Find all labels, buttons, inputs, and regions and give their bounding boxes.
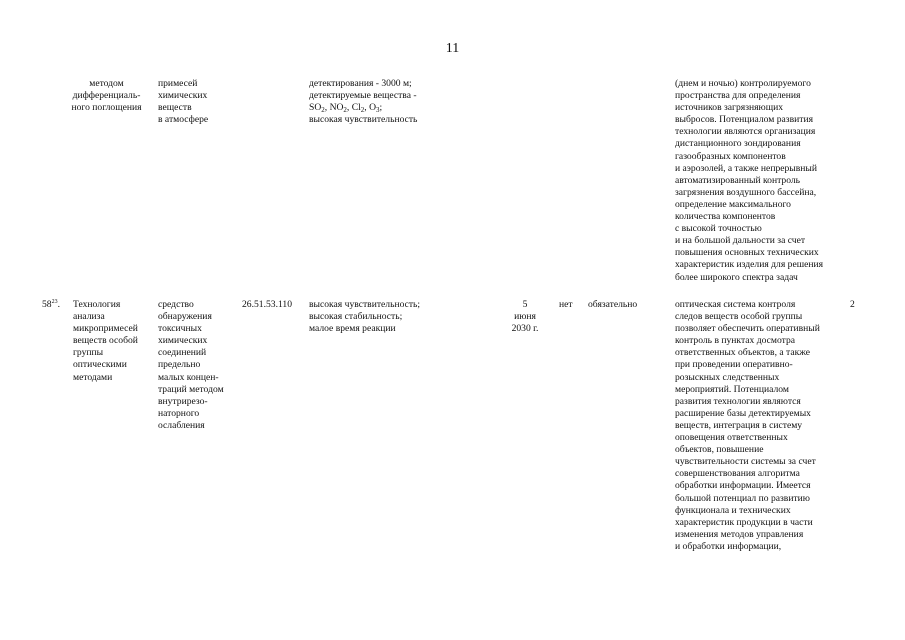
characteristic-line: высокая чувствительность; <box>309 299 421 310</box>
purpose-line: предельно <box>158 359 201 371</box>
gases-line <box>309 102 459 114</box>
description-line: и на большой дальности за счет <box>675 235 806 247</box>
purpose-line: внутрирезо- <box>158 395 208 407</box>
text-line: методом <box>89 78 124 89</box>
description-line: позволяет обеспечить оперативный <box>675 323 820 335</box>
purpose-line: траций методом <box>158 383 224 395</box>
description-line: пространства для определения <box>675 90 801 102</box>
description-line: дистанционного зондирования <box>675 138 801 150</box>
description-line: большой потенциал по развитию <box>675 492 810 504</box>
date-line: июня <box>514 311 536 323</box>
flag-cell: нет <box>559 299 573 310</box>
continued-characteristics-cell <box>309 78 459 126</box>
technology-name-cell <box>73 299 153 384</box>
continued-description-cell <box>675 78 855 284</box>
continued-purpose-cell <box>158 78 238 126</box>
text-line: в атмосфере <box>158 114 209 126</box>
gas-formula: $Cl_2$, <box>351 102 370 115</box>
description-line: следов веществ особой группы <box>675 311 803 323</box>
gas-formula: $O_3$; <box>369 102 383 115</box>
deadline-date-cell <box>505 299 545 335</box>
technology-line: оптическими <box>73 359 127 371</box>
description-line: обработки информации. Имеется <box>675 480 811 492</box>
technology-line: группы <box>73 347 104 359</box>
description-line: при проведении оперативно- <box>675 359 793 371</box>
date-line: 5 <box>522 299 528 310</box>
description-line: совершенствования алгоритма <box>675 468 800 480</box>
description-cell <box>675 299 855 553</box>
text-line: дифференциаль- <box>72 90 141 102</box>
last-column-value: 2 <box>850 299 855 310</box>
requirement-cell: обязательно <box>588 299 638 310</box>
description-line: автоматизированный контроль <box>675 174 801 186</box>
description-line: определение максимального <box>675 198 791 210</box>
purpose-cell <box>158 299 238 432</box>
description-line: выбросов. Потенциалом развития <box>675 114 813 126</box>
description-line: оптическая система контроля <box>675 299 796 310</box>
description-line: мероприятий. Потенциалом <box>675 383 789 395</box>
description-line: (днем и ночью) контролируемого <box>675 78 811 89</box>
purpose-line: малых концен- <box>158 371 219 383</box>
characteristic-line: малое время реакции <box>309 323 396 335</box>
characteristic-line: высокая стабильность; <box>309 311 403 323</box>
description-line: повышения основных технических <box>675 247 819 259</box>
description-line: газообразных компонентов <box>675 150 786 162</box>
description-line: расширение базы детектируемых <box>675 407 811 419</box>
description-line: и обработки информации, <box>675 540 782 552</box>
description-line: развития технологии являются <box>675 395 801 407</box>
characteristics-cell <box>309 299 459 335</box>
technology-line: методами <box>73 371 113 383</box>
gas-formula: $NO_2$, <box>329 102 352 115</box>
description-line: и аэрозолей, а также непрерывный <box>675 162 817 174</box>
description-line: количества компонентов <box>675 211 776 223</box>
technology-line: Технология <box>73 299 121 310</box>
purpose-line: токсичных <box>158 323 202 335</box>
technology-line: анализа <box>73 311 105 323</box>
purpose-line: обнаружения <box>158 311 212 323</box>
technology-line: веществ особой <box>73 335 138 347</box>
description-line: с высокой точностью <box>675 223 762 235</box>
text-line: высокая чувствительность <box>309 114 418 126</box>
text-line: детектирования - 3000 м; <box>309 78 412 89</box>
text-line: химических <box>158 90 208 102</box>
description-line: оповещения ответственных <box>675 432 788 444</box>
text-line: ного поглощения <box>71 102 142 114</box>
technology-line: микропримесей <box>73 323 138 335</box>
description-line: розыскных следственных <box>675 371 780 383</box>
description-line: функционала и технических <box>675 504 791 516</box>
description-line: характеристик изделия для решения <box>675 259 824 271</box>
description-line: ответственных объектов, а также <box>675 347 811 359</box>
gas-formula: $SO_2$, <box>309 102 330 115</box>
purpose-line: средство <box>158 299 194 310</box>
description-line: более широкого спектра задач <box>675 271 798 283</box>
text-line: примесей <box>158 78 198 89</box>
description-line: чувствительности системы за счет <box>675 456 816 468</box>
description-line: веществ, интеграция в систему <box>675 419 803 431</box>
description-line: контроль в пунктах досмотра <box>675 335 796 347</box>
okpd-code: 26.51.53.110 <box>242 299 293 310</box>
description-line: источников загрязняющих <box>675 102 784 114</box>
page-number: 11 <box>445 41 460 56</box>
description-line: объектов, повышение <box>675 444 764 456</box>
purpose-line: наторного <box>158 407 200 419</box>
date-line: 2030 г. <box>511 323 539 335</box>
description-line: технологии являются организация <box>675 126 816 138</box>
description-line: изменения методов управления <box>675 528 804 540</box>
text-line: детектируемые вещества - <box>309 90 417 102</box>
description-line: характеристик продукции в части <box>675 516 813 528</box>
purpose-line: химических <box>158 335 208 347</box>
purpose-line: ослабления <box>158 419 205 431</box>
description-line: загрязнения воздушного бассейна, <box>675 186 817 198</box>
row-number: $58^{23}$. <box>42 299 60 310</box>
purpose-line: соединений <box>158 347 207 359</box>
continued-method-cell <box>60 78 153 114</box>
text-line: веществ <box>158 102 192 114</box>
